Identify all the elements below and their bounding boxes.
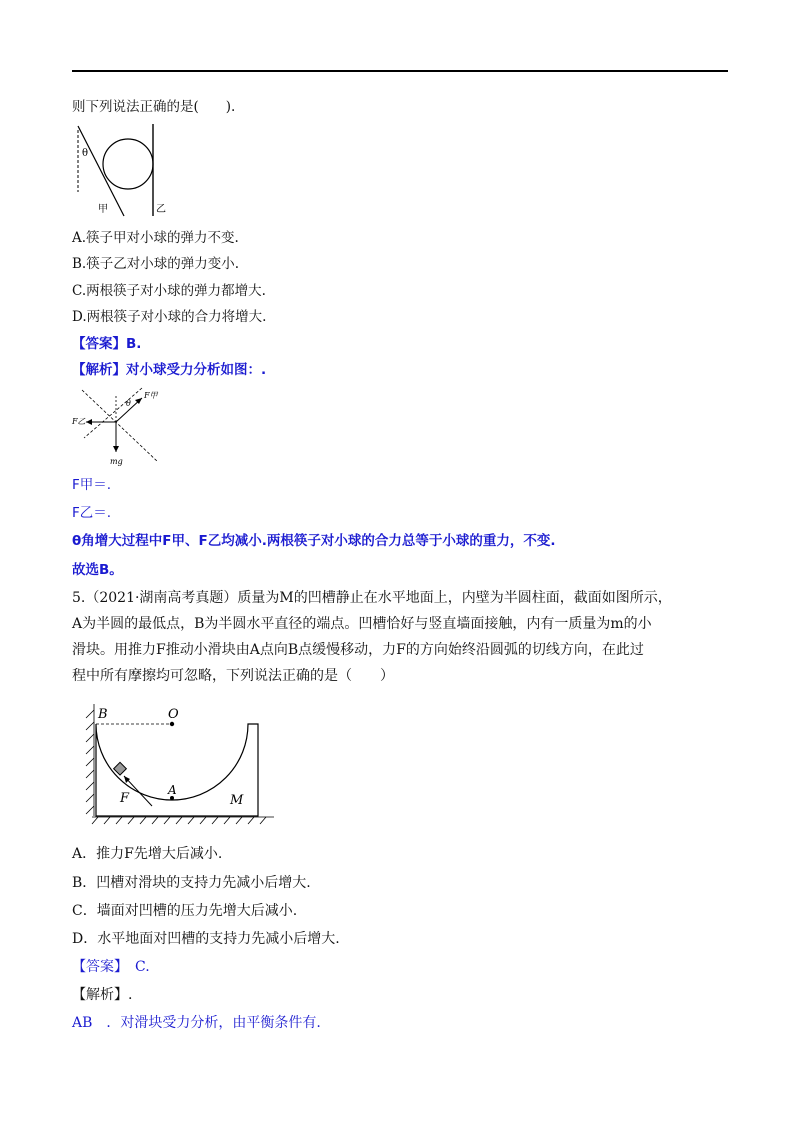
force-analysis-figure [72, 386, 172, 470]
groove-figure [80, 698, 290, 832]
q5-stem-line4: 程中所有摩擦均可忽略，下列说法正确的是（ ） [72, 668, 394, 684]
q5-option-b: B．凹槽对滑块的支持力先减小后增大. [72, 875, 311, 891]
point-b-label: B [98, 707, 108, 722]
q5-answer: 【答案】 C. [72, 959, 150, 975]
yi-label: 乙 [156, 204, 166, 215]
f-jia-label: F甲 [144, 391, 158, 400]
q5-analysis-ab: AB ．对滑块受力分析，由平衡条件有. [72, 1015, 321, 1031]
q4-option-b: B.筷子乙对小球的弹力变小. [72, 256, 240, 272]
jia-label: 甲 [98, 204, 108, 215]
q4-option-d: D.两根筷子对小球的合力将增大. [72, 309, 267, 325]
force-f-label: F [120, 791, 130, 806]
q5-analysis-heading: 【解析】. [72, 987, 133, 1003]
q4-answer: 【答案】B. [72, 336, 142, 352]
mg-label: mg [110, 457, 123, 466]
q5-stem-line2: A为半圆的最低点，B为半圆水平直径的端点。凹槽恰好与竖直墙面接触，内有一质量为m的小 [72, 616, 652, 632]
q5-stem-line1: 5.（2021·湖南高考真题）质量为M的凹槽静止在水平地面上，内壁为半圆柱面，截面如图所示， [72, 590, 672, 606]
q4-eq-f-yi: F乙＝. [72, 505, 112, 521]
q4-option-a: A.筷子甲对小球的弹力不变. [72, 230, 239, 246]
q4-analysis-heading: 【解析】对小球受力分析如图：. [72, 362, 267, 378]
q5-option-a: A．推力F先增大后减小. [72, 846, 223, 862]
point-a-label: A [168, 783, 177, 797]
mass-m-label: M [230, 793, 244, 808]
q4-option-c: C.两根筷子对小球的弹力都增大. [72, 283, 266, 299]
q5-option-d: D．水平地面对凹槽的支持力先减小后增大. [72, 931, 340, 947]
q5-option-c: C．墙面对凹槽的压力先增大后减小. [72, 903, 298, 919]
q4-choose: 故选B。 [72, 562, 123, 578]
q5-stem-line3: 滑块。用推力F推动小滑块由A点向B点缓慢移动，力F的方向始终沿圆弧的切线方向，在此过 [72, 642, 644, 658]
q4-eq-f-jia: F甲＝. [72, 477, 112, 493]
chopsticks-ball-figure [72, 120, 182, 220]
f-yi-label: F乙 [72, 417, 86, 426]
point-o-label: O [168, 707, 179, 722]
q4-conclusion: θ角增大过程中F甲、F乙均减小.两根筷子对小球的合力总等于小球的重力，不变. [72, 533, 556, 549]
theta-force-label: θ [126, 399, 131, 408]
header-rule [72, 70, 728, 72]
theta-label: θ [82, 148, 89, 159]
q4-stem: 则下列说法正确的是( ). [72, 99, 236, 115]
